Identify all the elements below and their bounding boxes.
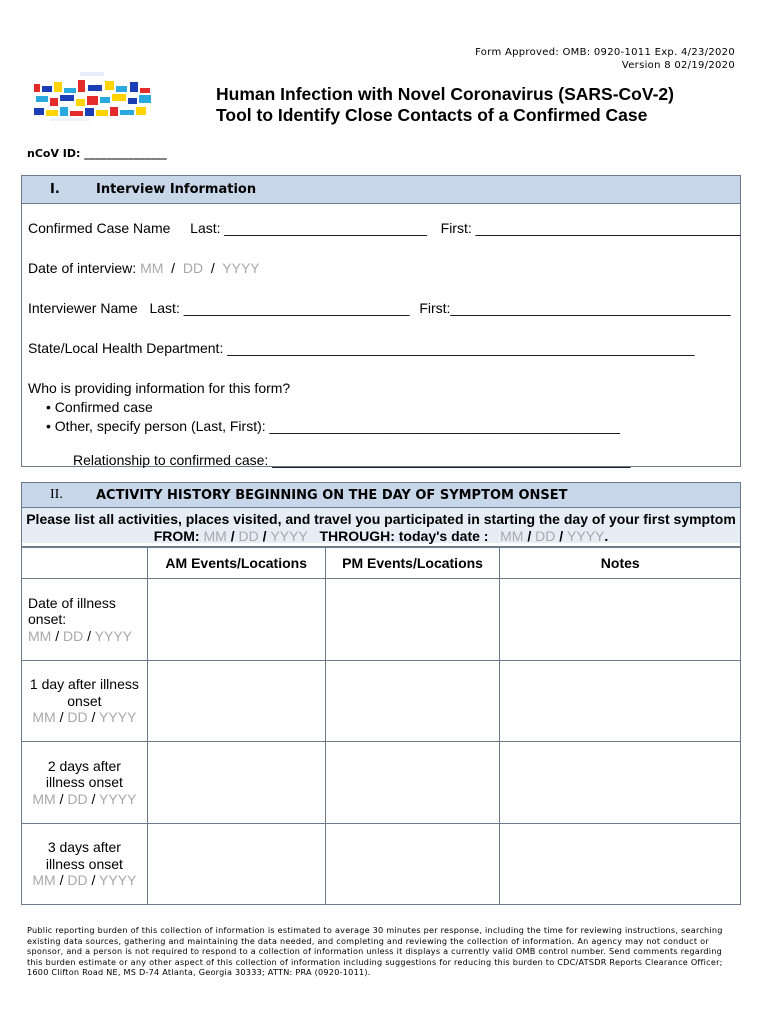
ncov-id-field[interactable]: nCoV ID: _______________ xyxy=(27,147,167,160)
row-date-field[interactable]: MM / DD / YYYY xyxy=(32,709,137,725)
confirmed-case-name-label: Confirmed Case Name xyxy=(28,220,171,236)
interview-date-dd-field[interactable]: DD xyxy=(182,260,204,276)
pm-events-cell[interactable] xyxy=(325,579,500,661)
pm-events-cell[interactable] xyxy=(325,742,500,824)
am-events-cell[interactable] xyxy=(147,579,325,661)
interviewer-name-row xyxy=(28,300,731,316)
section-number: I. xyxy=(50,182,60,197)
date-dd[interactable]: DD xyxy=(67,709,88,725)
bullet-icon: • xyxy=(46,418,51,434)
interview-information-section xyxy=(21,175,741,467)
activity-history-section xyxy=(21,482,741,547)
form-title-line2: Tool to Identify Close Contacts of a Confirmed Case xyxy=(216,105,648,125)
from-label: FROM: xyxy=(153,528,200,544)
date-dd[interactable]: DD xyxy=(67,872,88,888)
row-label-day1 xyxy=(22,660,148,742)
section-number: II. xyxy=(50,487,63,502)
column-header-am: AM Events/Locations xyxy=(147,548,325,579)
section-heading: Interview Information xyxy=(96,182,257,197)
section-header xyxy=(22,483,740,508)
from-mm-field[interactable]: MM xyxy=(203,528,227,544)
approval-version-line: Version 8 02/19/2020 xyxy=(621,60,735,71)
form-title-line1: Human Infection with Novel Coronavirus (SARS-CoV-2) xyxy=(216,84,674,104)
relationship-field[interactable]: Relationship to confirmed case: ______________________________________________ xyxy=(73,452,631,468)
date-separator: / xyxy=(210,260,215,276)
table-row xyxy=(22,660,741,742)
interview-date-mm-field[interactable]: MM xyxy=(140,260,164,276)
am-events-cell[interactable] xyxy=(147,660,325,742)
row-date-field[interactable]: MM / DD / YYYY xyxy=(32,790,137,807)
date-separator: / xyxy=(262,528,267,544)
through-label: THROUGH: today's date : xyxy=(319,528,489,544)
form-title xyxy=(216,84,674,126)
interviewer-name-label: Interviewer Name xyxy=(28,300,138,316)
date-yyyy[interactable]: YYYY xyxy=(94,627,133,644)
approval-omb-line: Form Approved: OMB: 0920-1011 Exp. 4/23/2020 xyxy=(475,47,735,58)
date-separator: / xyxy=(527,528,532,544)
date-yyyy[interactable]: YYYY xyxy=(99,790,137,807)
date-separator: / xyxy=(230,528,235,544)
column-header-notes: Notes xyxy=(500,548,741,579)
who-providing-question: Who is providing information for this form? xyxy=(28,380,291,396)
row-label-text: illness onset xyxy=(45,774,123,790)
period: . xyxy=(604,528,609,544)
cdc-logo-image xyxy=(30,66,156,128)
notes-cell[interactable] xyxy=(500,579,741,661)
interview-date-label: Date of interview: xyxy=(28,260,137,276)
option-confirmed-case[interactable] xyxy=(46,399,153,415)
health-department-field[interactable]: State/Local Health Department: ____________________________________________________________ xyxy=(28,340,695,356)
activity-table xyxy=(21,547,741,905)
row-label-onset xyxy=(22,579,148,661)
date-range-row xyxy=(22,528,740,545)
row-label-text: 3 days after xyxy=(47,839,121,855)
option-other-person-field[interactable]: Other, specify person (Last, First): _____________________________________________ xyxy=(54,418,620,434)
table-header-row xyxy=(22,548,741,579)
date-separator: / xyxy=(559,528,564,544)
notes-cell[interactable] xyxy=(500,823,741,905)
notes-cell[interactable] xyxy=(500,742,741,824)
through-mm-field[interactable]: MM xyxy=(500,528,524,544)
option-confirmed-case-label: Confirmed case xyxy=(54,399,153,415)
date-mm[interactable]: MM xyxy=(32,709,56,725)
am-events-cell[interactable] xyxy=(147,823,325,905)
table-row xyxy=(22,579,741,661)
burden-statement: Public reporting burden of this collection of information is estimated to average 30 minutes per response, including the time for reviewing instructions, searching existing data sources, gathering and maintaining the data needed, and completing and reviewing the collection of information. An agency may not conduct or sponsor, and a person is not required to respond to a collection of information unless it displays a currently valid OMB control number. Send comments regarding this burden estimate or any other aspect of this collection of information including suggestions for reducing this burden to CDC/ATSDR Reports Clearance Officer; 1600 Clifton Road NE, MS D-74 Atlanta, Georgia 30333; ATTN: PRA (0920-1011). xyxy=(27,925,723,977)
table-row xyxy=(22,742,741,824)
row-label-day2 xyxy=(22,742,148,824)
row-label-text: 1 day after illness xyxy=(29,676,139,692)
instruction-text: Please list all activities, places visited, and travel you participated in starting the day of your first symptom xyxy=(26,511,736,527)
section-heading: ACTIVITY HISTORY BEGINNING ON THE DAY OF SYMPTOM ONSET xyxy=(96,487,568,503)
interview-date-yyyy-field[interactable]: YYYY xyxy=(222,260,260,276)
form-approval-info xyxy=(475,46,735,72)
date-mm[interactable]: MM xyxy=(32,872,56,888)
row-label-text: Date of illness xyxy=(28,594,116,611)
from-dd-field[interactable]: DD xyxy=(238,528,259,544)
notes-cell[interactable] xyxy=(500,660,741,742)
date-yyyy[interactable]: YYYY xyxy=(99,709,137,725)
row-date-field[interactable]: MM / DD / YYYY xyxy=(32,872,137,888)
row-date-field[interactable]: MM / DD / YYYY xyxy=(28,627,133,644)
date-mm[interactable]: MM xyxy=(28,627,52,644)
confirmed-case-name-row xyxy=(28,220,740,236)
case-last-name-field[interactable]: Last: __________________________ xyxy=(190,220,427,236)
date-dd[interactable]: DD xyxy=(63,627,84,644)
row-label-day3 xyxy=(22,823,148,905)
from-yyyy-field[interactable]: YYYY xyxy=(270,528,308,544)
date-yyyy[interactable]: YYYY xyxy=(99,872,137,888)
column-header-pm: PM Events/Locations xyxy=(325,548,500,579)
row-label-text: onset: xyxy=(28,611,67,627)
bullet-icon: • xyxy=(46,399,51,415)
am-events-cell[interactable] xyxy=(147,742,325,824)
date-separator: / xyxy=(171,260,176,276)
interview-date-row xyxy=(28,260,260,276)
table-row xyxy=(22,823,741,905)
case-first-name-field[interactable]: First: __________________________________ xyxy=(440,220,741,236)
activity-instructions xyxy=(22,508,740,543)
interviewer-last-name-field[interactable]: Last: _____________________________ xyxy=(149,300,410,316)
interviewer-first-name-field[interactable]: First:____________________________________ xyxy=(419,300,731,316)
row-label-text: onset xyxy=(67,692,102,709)
pm-events-cell[interactable] xyxy=(325,823,500,905)
date-dd[interactable]: DD xyxy=(67,790,88,807)
column-header-day xyxy=(22,548,148,579)
through-dd-field[interactable]: DD xyxy=(535,528,556,544)
option-other-person[interactable] xyxy=(46,418,620,434)
row-label-text: 2 days after xyxy=(47,757,121,774)
date-mm[interactable]: MM xyxy=(32,790,56,807)
pm-events-cell[interactable] xyxy=(325,660,500,742)
section-header xyxy=(22,176,740,204)
through-yyyy-field[interactable]: YYYY xyxy=(567,528,605,544)
row-label-text: illness onset xyxy=(45,855,123,872)
